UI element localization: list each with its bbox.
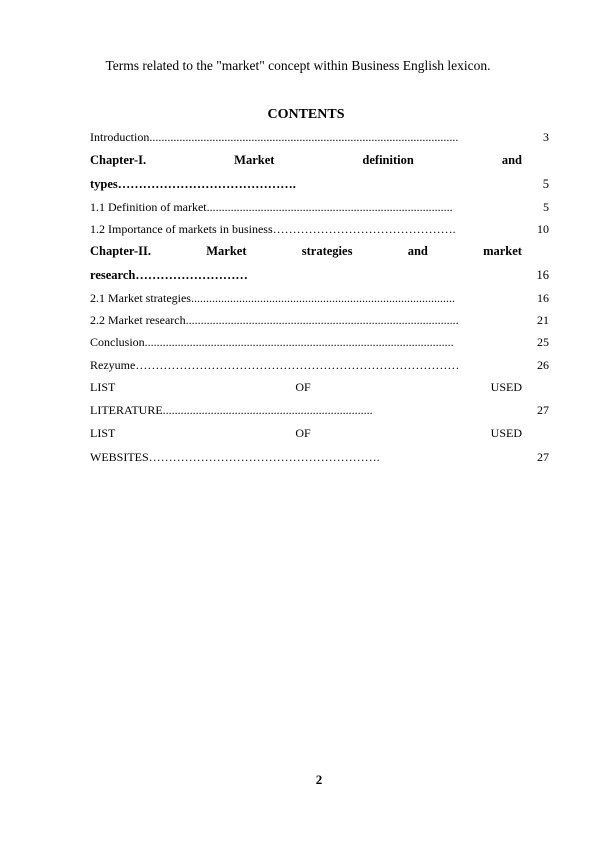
- toc-entry-text: types…………………………………….: [90, 177, 296, 191]
- toc-entry-websites-cont[interactable]: [90, 446, 549, 468]
- toc-entry-text: [90, 422, 522, 444]
- toc-page-number: 3: [543, 130, 549, 144]
- toc-word: OF: [295, 426, 311, 440]
- toc-page-number: 16: [536, 268, 549, 282]
- toc-entry-chapter-1-cont[interactable]: [90, 173, 549, 195]
- contents-heading: CONTENTS: [267, 107, 345, 122]
- toc-word: Market: [234, 153, 275, 167]
- toc-page-number: 25: [537, 335, 549, 349]
- page-number: 2: [315, 772, 323, 787]
- toc-word: market: [483, 244, 522, 258]
- toc-word: and: [407, 244, 428, 258]
- toc-entry-text: [90, 376, 522, 398]
- toc-entry-text: WEBSITES………………………………………………….: [90, 450, 380, 464]
- toc-entry-text: Conclusion.......................................................................................................: [90, 335, 454, 349]
- toc-word: and: [501, 153, 522, 167]
- toc-entry-text: research………………………: [90, 268, 248, 282]
- toc-entry-text: Rezyume………………………………………………………………………: [90, 358, 460, 372]
- toc-word: definition: [362, 153, 414, 167]
- toc-entry-rezyume[interactable]: [90, 354, 549, 376]
- toc-word: OF: [295, 380, 311, 394]
- toc-page-number: 16: [537, 291, 549, 305]
- toc-word: Chapter-II.: [90, 244, 151, 258]
- toc-page-number: 21: [537, 313, 549, 327]
- document-title: Terms related to the "market" concept within Business English lexicon.: [105, 58, 491, 73]
- toc-entry-text: 1.2 Importance of markets in business……………………………………….: [90, 222, 456, 236]
- toc-entry-introduction[interactable]: [90, 126, 549, 148]
- toc-page-number: 5: [543, 200, 549, 214]
- toc-page-number: 5: [542, 177, 549, 191]
- toc-entry-chapter-1[interactable]: [90, 149, 549, 171]
- toc-entry-text: 1.1 Definition of market..................................................................................: [90, 200, 453, 214]
- toc-entry-2-2[interactable]: [90, 309, 549, 331]
- toc-word: LIST: [90, 426, 116, 440]
- toc-entry-literature[interactable]: [90, 376, 549, 398]
- toc-entry-conclusion[interactable]: [90, 331, 549, 353]
- toc-entry-chapter-2[interactable]: [90, 240, 549, 262]
- toc-entry-1-1[interactable]: [90, 196, 549, 218]
- toc-entry-text: 2.1 Market strategies........................................................................................: [90, 291, 455, 305]
- toc-page-number: 27: [537, 450, 549, 464]
- toc-page-number: 26: [537, 358, 549, 372]
- toc-entry-text: [90, 149, 522, 171]
- toc-word: USED: [490, 426, 522, 440]
- toc-entry-1-2[interactable]: [90, 218, 549, 240]
- toc-entry-text: 2.2 Market research...........................................................................................: [90, 313, 459, 327]
- toc-entry-text: Introduction.......................................................................................................: [90, 130, 459, 144]
- toc-page-number: 10: [537, 222, 549, 236]
- toc-entry-text: [90, 240, 522, 262]
- toc-entry-2-1[interactable]: [90, 287, 549, 309]
- toc-page-number: 27: [537, 403, 549, 417]
- toc-entry-chapter-2-cont[interactable]: [90, 264, 549, 286]
- toc-word: Chapter-I.: [90, 153, 147, 167]
- toc-entry-websites[interactable]: [90, 422, 549, 444]
- toc-word: LIST: [90, 380, 116, 394]
- toc-word: Market: [206, 244, 247, 258]
- toc-entry-text: LITERATURE......................................................................: [90, 403, 373, 417]
- toc-word: strategies: [301, 244, 353, 258]
- toc-entry-literature-cont[interactable]: [90, 399, 549, 421]
- toc-word: USED: [490, 380, 522, 394]
